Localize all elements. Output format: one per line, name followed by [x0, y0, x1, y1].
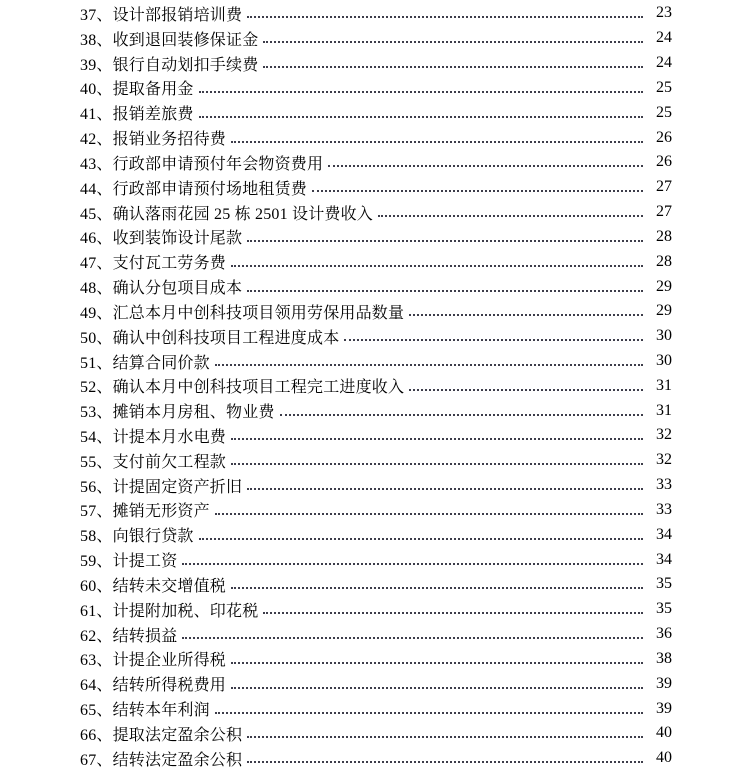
toc-entry-page: 27 — [656, 203, 672, 221]
dot-leader — [328, 165, 643, 167]
toc-entry[interactable] — [80, 299, 672, 324]
toc-entry[interactable] — [80, 398, 672, 423]
toc-entry[interactable] — [80, 150, 672, 175]
dot-leader — [409, 389, 643, 391]
toc-entry[interactable] — [80, 224, 672, 249]
toc-entry-page: 28 — [656, 252, 672, 270]
toc-entry-label: 38、收到退回装修保证金 — [80, 31, 259, 49]
dot-leader — [231, 587, 643, 589]
toc-entry-page: 33 — [656, 476, 672, 494]
toc-entry-page: 32 — [656, 426, 672, 444]
toc-entry[interactable] — [80, 51, 672, 76]
toc-entry[interactable] — [80, 448, 672, 473]
toc-entry-label: 39、银行自动划扣手续费 — [80, 56, 259, 74]
toc-entry-label: 43、行政部申请预付年会物资费用 — [80, 155, 324, 173]
toc-entry[interactable] — [80, 696, 672, 721]
toc-entry-page: 31 — [656, 376, 672, 394]
toc-entry-label: 57、摊销无形资产 — [80, 503, 210, 521]
toc-entry-label: 49、汇总本月中创科技项目领用劳保用品数量 — [80, 304, 405, 322]
toc-entry[interactable] — [80, 572, 672, 597]
dot-leader — [263, 66, 643, 68]
toc-entry-page: 25 — [656, 103, 672, 121]
toc-entry-page: 40 — [656, 749, 672, 767]
toc-entry-label: 64、结转所得税费用 — [80, 677, 227, 695]
toc-entry-page: 35 — [656, 575, 672, 593]
toc-entry[interactable] — [80, 647, 672, 672]
toc-entry[interactable] — [80, 473, 672, 498]
dot-leader — [263, 612, 643, 614]
toc-entry-page: 28 — [656, 227, 672, 245]
toc-entry-label: 67、结转法定盈余公积 — [80, 751, 243, 769]
toc-entry[interactable] — [80, 423, 672, 448]
dot-leader — [215, 513, 643, 515]
toc-entry-label: 52、确认本月中创科技项目工程完工进度收入 — [80, 379, 405, 397]
dot-leader — [378, 215, 643, 217]
toc-entry-page: 39 — [656, 699, 672, 717]
toc-entry-page: 25 — [656, 78, 672, 96]
dot-leader — [215, 712, 643, 714]
dot-leader — [344, 339, 643, 341]
dot-leader — [247, 761, 643, 763]
toc-entry-label: 60、结转未交增值税 — [80, 577, 227, 595]
toc-entry-page: 31 — [656, 401, 672, 419]
toc-entry-page: 40 — [656, 724, 672, 742]
toc-entry-label: 37、设计部报销培训费 — [80, 6, 243, 24]
dot-leader — [231, 141, 643, 143]
dot-leader — [199, 116, 643, 118]
toc-entry-page: 26 — [656, 153, 672, 171]
dot-leader — [280, 414, 643, 416]
dot-leader — [312, 190, 643, 192]
toc-entry-label: 59、计提工资 — [80, 553, 178, 571]
toc-entry[interactable] — [80, 597, 672, 622]
toc-entry-label: 65、结转本年利润 — [80, 702, 210, 720]
toc-entry-page: 24 — [656, 29, 672, 47]
dot-leader — [231, 662, 643, 664]
toc-entry[interactable] — [80, 671, 672, 696]
toc-entry-page: 23 — [656, 4, 672, 22]
toc-entry-page: 36 — [656, 625, 672, 643]
dot-leader — [231, 687, 643, 689]
toc-entry-label: 54、计提本月水电费 — [80, 428, 227, 446]
toc-entry-label: 55、支付前欠工程款 — [80, 453, 227, 471]
toc-entry[interactable] — [80, 622, 672, 647]
toc-entry-page: 34 — [656, 550, 672, 568]
toc-entry[interactable] — [80, 498, 672, 523]
toc-entry-label: 51、结算合同价款 — [80, 354, 210, 372]
dot-leader — [247, 488, 643, 490]
dot-leader — [231, 463, 643, 465]
toc-entry[interactable] — [80, 373, 672, 398]
toc-entry[interactable] — [80, 522, 672, 547]
toc-entry-label: 44、行政部申请预付场地租赁费 — [80, 180, 308, 198]
dot-leader — [247, 290, 643, 292]
toc-entry[interactable] — [80, 75, 672, 100]
toc-entry-page: 33 — [656, 500, 672, 518]
toc-entry[interactable] — [80, 200, 672, 225]
dot-leader — [199, 538, 643, 540]
toc-entry-label: 66、提取法定盈余公积 — [80, 726, 243, 744]
toc-list — [80, 1, 672, 770]
toc-entry[interactable] — [80, 175, 672, 200]
toc-entry-page: 30 — [656, 352, 672, 369]
toc-entry-label: 40、提取备用金 — [80, 81, 194, 99]
toc-entry-label: 62、结转损益 — [80, 627, 178, 645]
toc-entry-label: 58、向银行贷款 — [80, 528, 194, 546]
toc-entry-label: 41、报销差旅费 — [80, 106, 194, 124]
toc-entry[interactable] — [80, 349, 672, 374]
dot-leader — [247, 736, 643, 738]
toc-entry-page: 39 — [656, 674, 672, 692]
toc-entry[interactable] — [80, 274, 672, 299]
toc-entry-label: 63、计提企业所得税 — [80, 652, 227, 670]
toc-entry-label: 53、摊销本月房租、物业费 — [80, 404, 275, 422]
toc-entry-page: 34 — [656, 525, 672, 543]
dot-leader — [409, 314, 643, 316]
dot-leader — [231, 265, 643, 267]
toc-entry[interactable] — [80, 746, 672, 770]
toc-entry-label: 42、报销业务招待费 — [80, 131, 227, 149]
toc-entry[interactable] — [80, 125, 672, 150]
dot-leader — [247, 16, 643, 18]
toc-entry-page: 30 — [656, 327, 672, 345]
toc-entry-page: 29 — [656, 277, 672, 295]
toc-entry[interactable] — [80, 100, 672, 125]
dot-leader — [231, 438, 643, 440]
dot-leader — [182, 563, 643, 565]
toc-entry-label: 50、确认中创科技项目工程进度成本 — [80, 329, 340, 347]
dot-leader — [199, 91, 643, 93]
toc-entry-page: 29 — [656, 302, 672, 320]
toc-entry-page: 27 — [656, 178, 672, 196]
toc-entry[interactable] — [80, 547, 672, 572]
toc-entry-label: 56、计提固定资产折旧 — [80, 478, 243, 496]
toc-entry-page: 38 — [656, 649, 672, 667]
toc-entry-page: 35 — [656, 600, 672, 618]
toc-entry[interactable] — [80, 249, 672, 274]
toc-entry[interactable] — [80, 1, 672, 26]
toc-entry[interactable] — [80, 721, 672, 746]
toc-entry-label: 61、计提附加税、印花税 — [80, 602, 259, 620]
toc-entry-label: 45、确认落雨花园 25 栋 2501 设计费收入 — [80, 205, 374, 223]
toc-entry-label: 47、支付瓦工劳务费 — [80, 255, 227, 273]
toc-entry-page: 32 — [656, 451, 672, 469]
toc-entry-label: 46、收到装饰设计尾款 — [80, 230, 243, 248]
toc-entry-label: 48、确认分包项目成本 — [80, 280, 243, 298]
toc-entry-page: 24 — [656, 54, 672, 72]
dot-leader — [182, 637, 643, 639]
toc-entry-page: 26 — [656, 128, 672, 146]
dot-leader — [247, 240, 643, 242]
toc-entry[interactable] — [80, 324, 672, 349]
toc-entry[interactable] — [80, 26, 672, 51]
dot-leader — [263, 41, 643, 43]
dot-leader — [215, 364, 643, 366]
